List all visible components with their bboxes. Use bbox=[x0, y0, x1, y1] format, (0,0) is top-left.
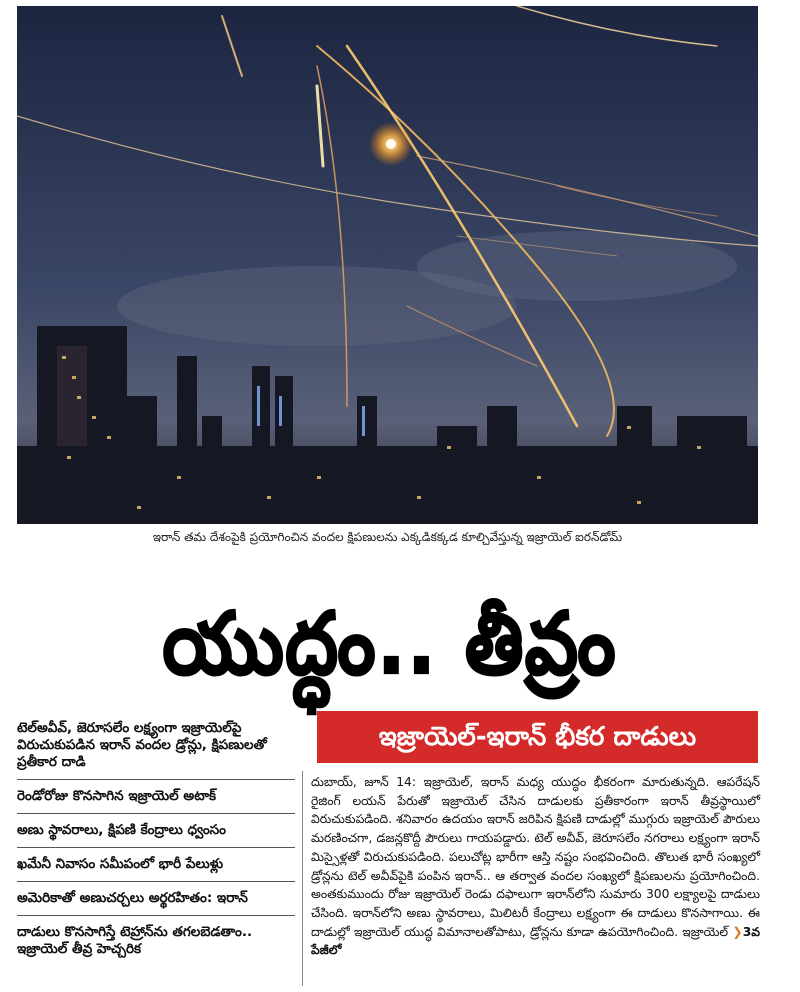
highlight-item: టెల్‌అవీవ్, జెరూసలేం లక్ష్యంగా ఇజ్రాయెల్‌పై విరుచుకుపడిన ఇరాన్ వందల డ్రోన్లు, క్షిపణులతో ప్రతీకార దాడి bbox=[17, 712, 295, 780]
article-text bbox=[311, 773, 760, 960]
highlight-item: దాడులు కొనసాగిస్తే టెహ్రాన్‌ను తగలబెడతాం.. ఇజ్రాయెల్ తీవ్ర హెచ్చరిక bbox=[17, 924, 253, 957]
highlights-list bbox=[17, 712, 295, 966]
missile-interception-image bbox=[17, 6, 758, 524]
subhead-banner: ఇజ్రాయెల్-ఇరాన్ భీకర దాడులు bbox=[317, 711, 758, 763]
photo-caption: ఇరాన్ తమ దేశంపైకి ప్రయోగించిన వందల క్షిపణులను ఎక్కడికక్కడ కూల్చివేస్తున్న ఇజ్రాయెల్ ఐరన్‌డోమ్ bbox=[152, 530, 623, 544]
highlight-item: అణు స్థావరాలు, క్షిపణి కేంద్రాలు ధ్వంసం bbox=[17, 814, 295, 848]
continued-label: 3వ పేజీలో bbox=[311, 924, 760, 958]
headline: యుద్ధం.. తీవ్రం bbox=[162, 594, 618, 694]
article-paragraph: దుబాయ్, జూన్ 14: ఇజ్రాయెల్, ఇరాన్ మధ్య యుద్ధం భీకరంగా మారుతున్నది. ఆపరేషన్ రైజింగ్ లయన్ పేరుతో ఇజ్రాయెల్ చేసిన దాడులకు ప్రతీకారంగా ఇరాన్ తీవ్రస్థాయిలో విరుచుకుపడింది. శనివారం ఉదయం ఇరాన్ జరిపిన క్షిపణి దాడుల్లో ముగ్గురు ఇజ్రాయెల్ పౌరులు మరణించగా, డజన్లకొద్దీ పౌరులు గాయపడ్డారు. టెల్ అవీవ్, జెరూసలేం నగరాలు లక్ష్యంగా ఇరాన్ మిస్సైళ్లతో విరుచుకుపడింది. పలుచోట్ల భారీగా ఆస్తి నష్టం సంభవించింది. తొలుత భారీ సంఖ్యలో డ్రోన్లను టెల్ అవీవ్‌పైకి పంపిన ఇరాన్.. ఆ తర్వాత వందల సంఖ్యలో క్షిపణులను ప్రయోగించింది. అంతకుముందు రోజు ఇజ్రాయెల్ రెండు దఫాలుగా ఇరాన్‌లోని సుమారు 300 లక్ష్యాలపై దాడులు చేసింది. ఇరాన్‌లోని అణు స్థావరాలు, మిలిటరీ కేంద్రాలు లక్ష్యంగా ఈ దాడులు కొనసాగాయి. ఈ దాడుల్లో ఇజ్రాయెల్ యుద్ధ విమానాలతోపాటు, డ్రోన్లను కూడా ఉపయోగించింది. ఇజ్రాయెల్ bbox=[311, 775, 760, 939]
arrow-icon: ❯ bbox=[732, 924, 743, 939]
highlight-item: ఖమేనీ నివాసం సమీపంలో భారీ పేలుళ్లు bbox=[17, 848, 295, 882]
column-divider bbox=[302, 771, 303, 986]
article-body bbox=[311, 773, 760, 960]
highlight-item: రెండోరోజు కొనసాగిన ఇజ్రాయెల్ అటాక్ bbox=[17, 780, 295, 814]
news-photo bbox=[17, 6, 758, 524]
highlight-item: అమెరికాతో అణుచర్చలు అర్థరహితం: ఇరాన్ bbox=[17, 882, 295, 916]
